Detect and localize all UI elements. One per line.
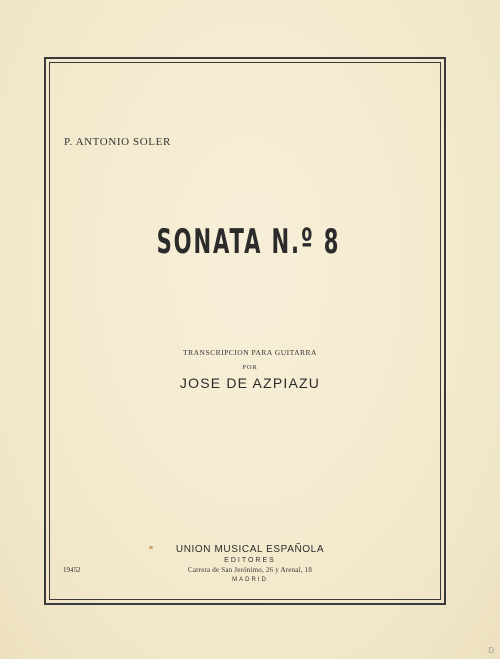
transcription-note: TRANSCRIPCION PARA GUITARRA [183, 348, 317, 357]
composer-name: P. ANTONIO SOLER [64, 136, 171, 148]
catalog-number: 19452 [63, 566, 81, 574]
publisher-role: EDITORES [224, 557, 276, 564]
publisher-address: Carrera de San Jerónimo, 26 y Arenal, 18 [187, 566, 313, 574]
arranger-name: JOSE DE AZPIAZU [179, 375, 321, 391]
by-label: POR [242, 364, 258, 371]
publisher-name: UNION MUSICAL ESPAÑOLA [175, 544, 325, 555]
work-title: SONATA N.º 8 [156, 222, 341, 262]
corner-mark: D [488, 646, 494, 655]
publisher-city: MADRID [232, 577, 268, 583]
